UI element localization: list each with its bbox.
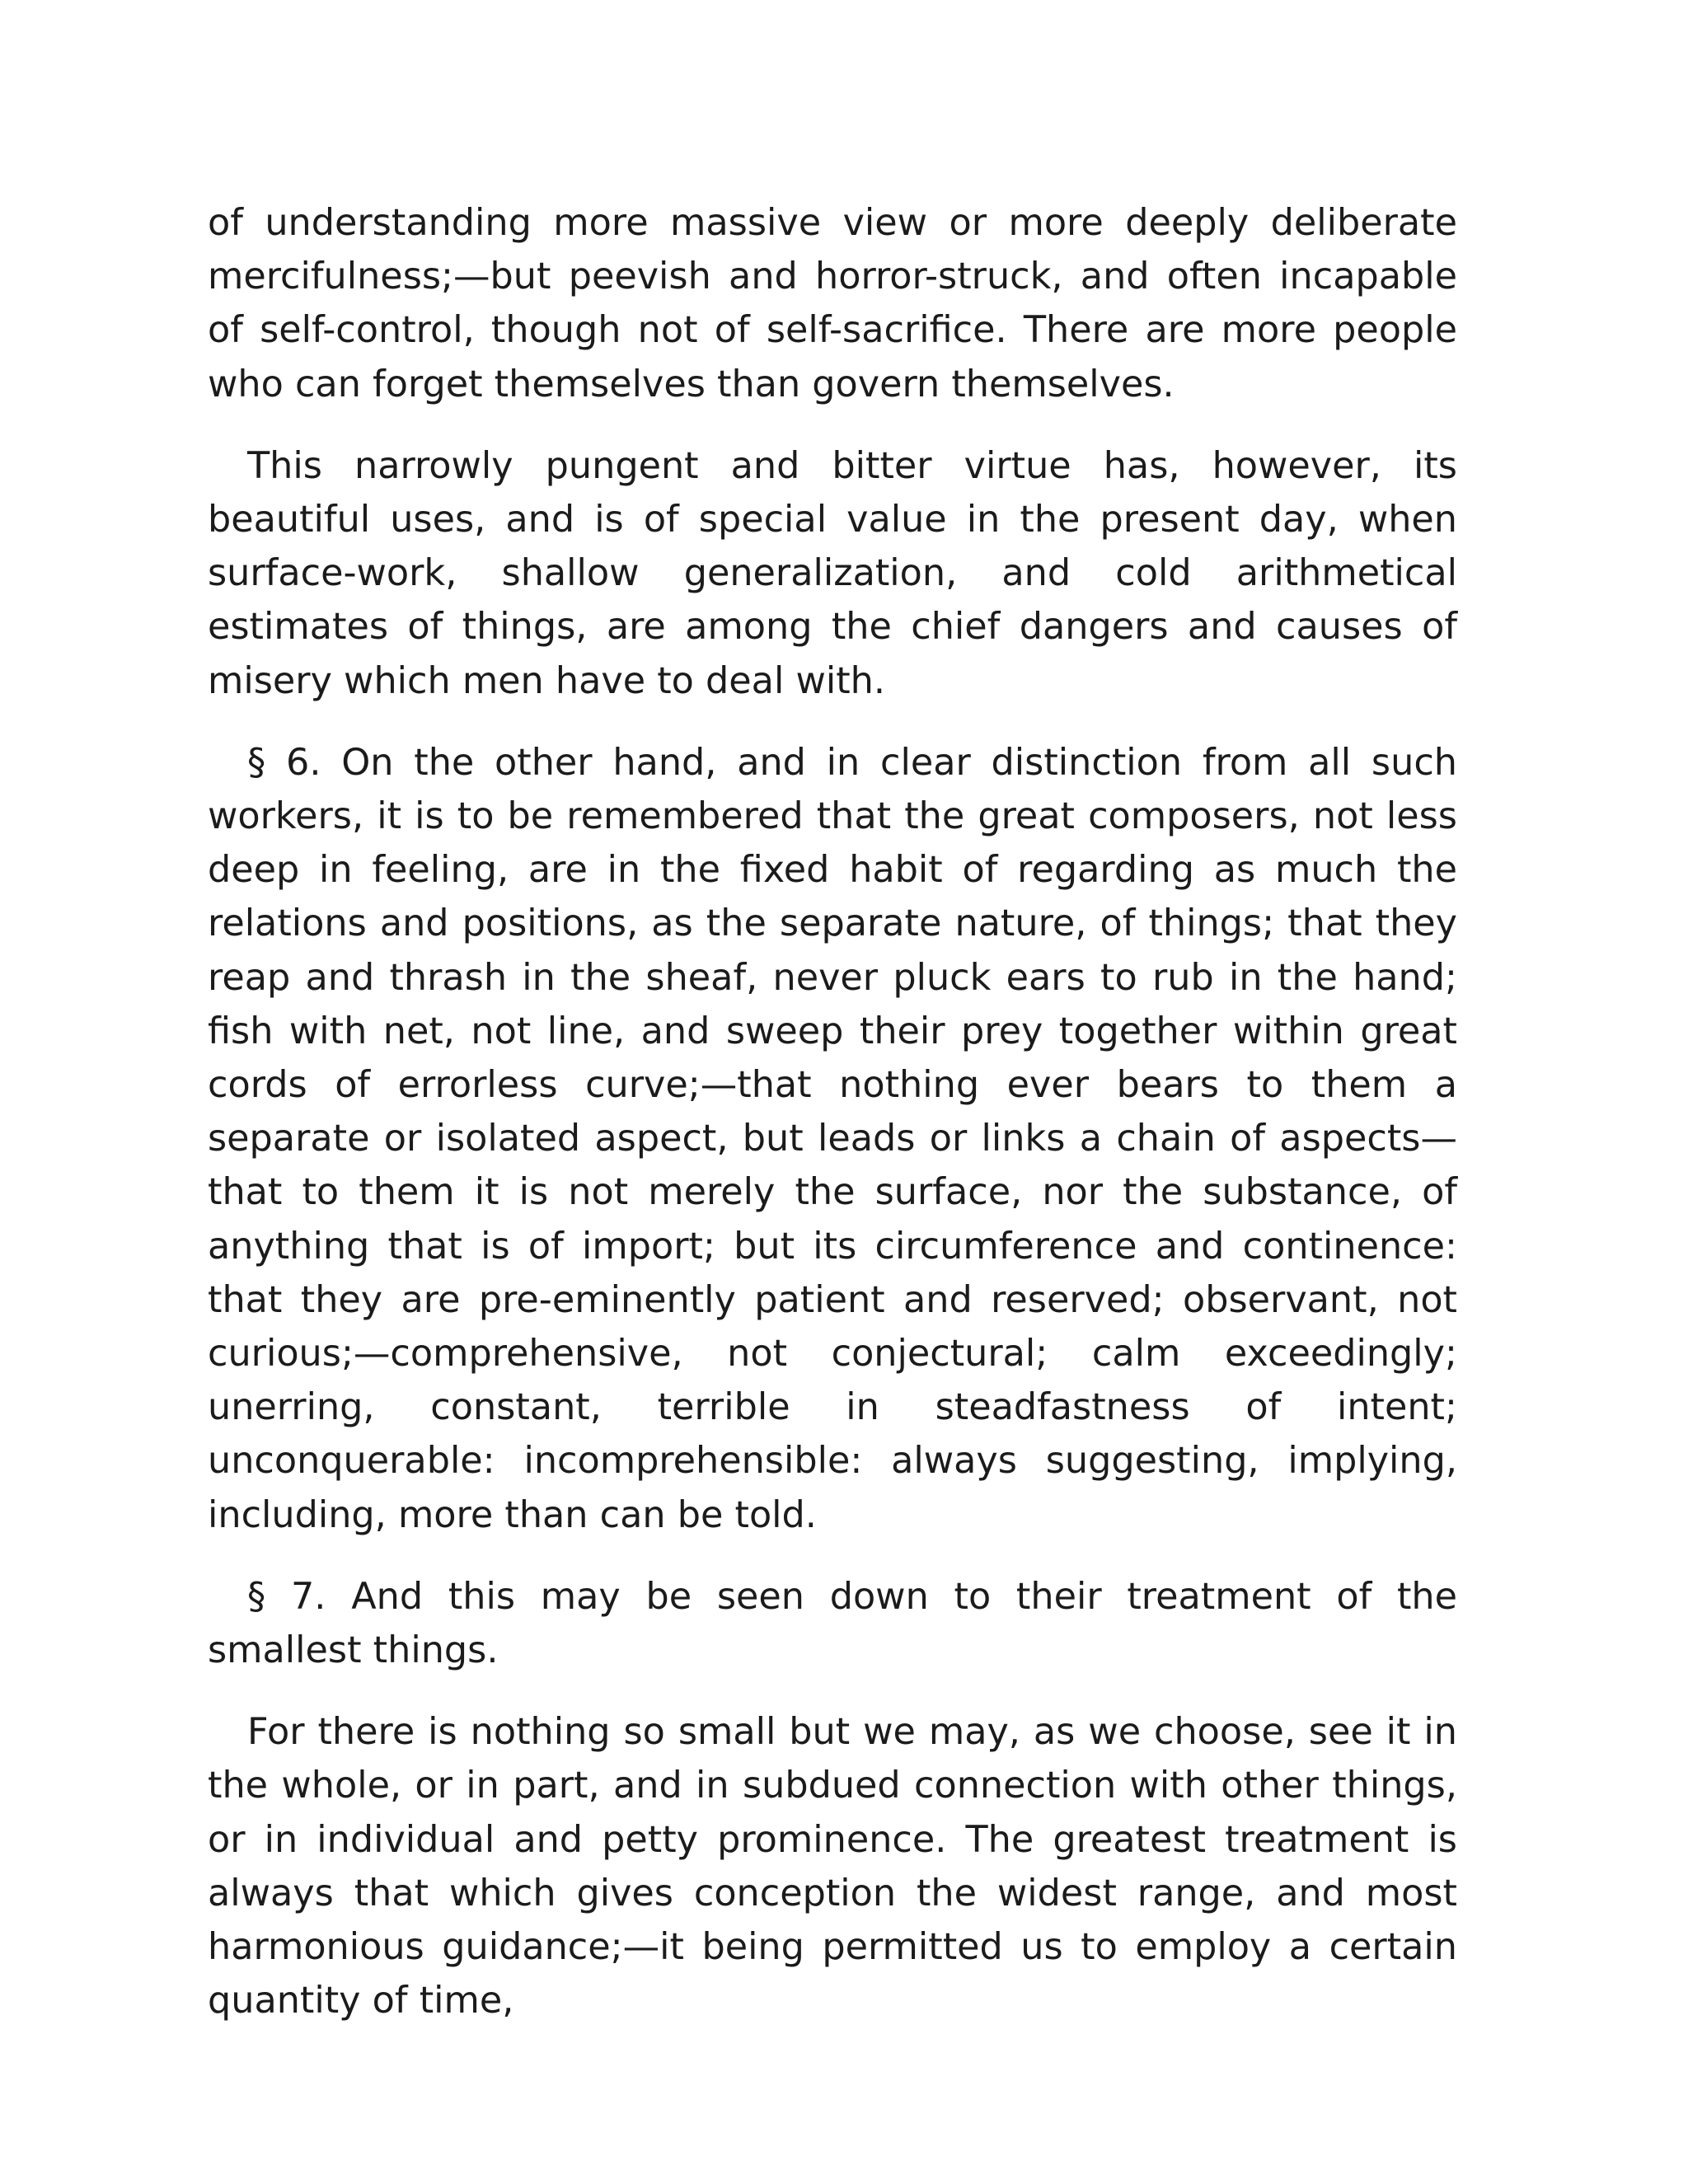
- paragraph-5: For there is nothing so small but we may, as we choose, see it in the whole, or in part, and in subdued connection with other things, or in individual and petty prominence. The greatest treatment is always that which gives conception the widest range, and most harmonious guidance;—it being permitted us to employ a certain quantity of time,: [208, 1711, 1457, 2022]
- paragraph-2: This narrowly pungent and bitter virtue has, however, its beautiful uses, and is of special value in the present day, when surface-work, shallow generalization, and cold arithmetical estimates of things, are among the chief dangers and causes of misery which men have to deal with.: [208, 444, 1457, 702]
- document-page: [208, 196, 1457, 2028]
- paragraph-section-6: § 6. On the other hand, and in clear distinction from all such workers, it is to be remembered that the great composers, not less deep in feeling, are in the fixed habit of regarding as much the relations and positions, as the separate nature, of things; that they reap and thrash in the sheaf, never pluck ears to rub in the hand; fish with net, not line, and sweep their prey together within great cords of errorless curve;—that nothing ever bears to them a separate or isolated aspect, but leads or links a chain of aspects—that to them it is not merely the surface, nor the substance, of anything that is of import; but its circumference and continence: that they are pre-eminently patient and reserved; observant, not curious;—comprehensive, not conjectural; calm exceedingly; unerring, constant, terrible in steadfastness of intent; unconquerable: incomprehensible: always suggesting, implying, including, more than can be told.: [208, 741, 1457, 1536]
- paragraph-section-7: § 7. And this may be seen down to their treatment of the smallest things.: [208, 1575, 1457, 1672]
- paragraph-1: of understanding more massive view or more deeply deliberate mercifulness;—but peevish and horror-struck, and often incapable of self-control, though not of self-sacrifice. There are more people who can forget themselves than govern themselves.: [208, 202, 1457, 405]
